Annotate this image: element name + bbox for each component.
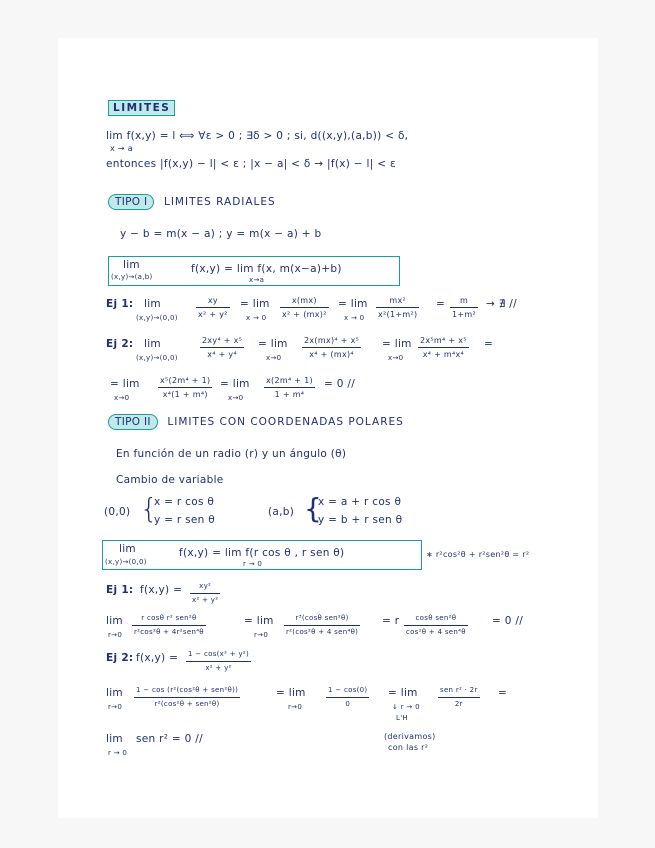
ej4-row-2: lim r → 0 sen r² = 0 // (derivamos) con las r² xyxy=(106,732,436,757)
definition-line-1: lim f(x,y) = l ⟺ ∀ε > 0 ; ∃δ > 0 ; si, d((x,y),(a,b)) < δ, xyxy=(106,130,409,142)
page-title: LIMITES xyxy=(108,102,175,115)
identity-note: ∗ r²cos²θ + r²sen²θ = r² xyxy=(426,550,530,559)
tipo1-line: y − b = m(x − a) ; y = m(x − a) + b xyxy=(120,228,322,240)
polar-change-origin: (0,0) { x = r cos θ y = r sen θ xyxy=(104,492,215,526)
tipo2-heading: LIMITES CON COORDENADAS POLARES xyxy=(167,416,404,428)
definition-line-2: entonces |f(x,y) − l| < ε ; |x − a| < δ → |f(x) − l| < ε xyxy=(106,158,396,170)
tipo2-header xyxy=(108,416,404,429)
tipo1-label: TIPO I xyxy=(108,194,154,210)
definition-sub: x → a xyxy=(110,144,133,153)
polar-change-point: (a,b) { x = a + r cos θ y = b + r sen θ xyxy=(268,492,403,526)
tipo2-boxed-formula: lim (x,y)→(0,0) f(x,y) = lim f(r cos θ , r sen θ) r → 0 xyxy=(102,540,422,570)
tipo1-heading: LIMITES RADIALES xyxy=(163,196,276,208)
tipo2-line: En función de un radio (r) y un ángulo (θ) xyxy=(116,448,347,460)
tipo1-header xyxy=(108,196,276,209)
tipo1-boxed-formula: lim (x,y)→(a,b) f(x,y) = lim f(x, m(x−a)+b) x→a xyxy=(108,256,400,286)
tipo2-label: TIPO II xyxy=(108,414,158,430)
notebook-page: LIMITES lim f(x,y) = l ⟺ ∀ε > 0 ; ∃δ > 0 ; si, d((x,y),(a,b)) < δ, x → a entonces |f(x,y) − l| < ε ; |x − a| < δ → |f(x) − l| < ε TIPO I LIMITES RADIALES y − b = m(x − a) ; y = m(x − a) + b lim (x,y)→(a,b) f(x,y) = lim f(x, m(x−a)+b) x→a Ej 1: lim (x,y)→(0,0) $\frac{xy}{\text{x² + y²}}$ = lim x → 0 $\frac{x(mx)}{\text{x² + (mx)²}}$ = lim x → 0 $\frac{\text{mx²}}{\text{x²(1+m²)}}$ = $\frac{m}{\text{1+m²}}$ → ∄ // Ej 2: lim (x,y)→(0,0) $\frac{\text{2xy⁴ + x⁵}}{\text{x⁴ + y⁴}}$ = lim x→0 $\frac{\text{2x(mx)⁴ + x⁵}}{\text{x⁴ + (mx)⁴}}$ = lim x→0 $\frac{\text{2x⁵m⁴ + x⁵}}{\text{x⁴ + m⁴x⁴}}$ = = lim x→0 $\frac{\text{x⁵(2m⁴ + 1)}}{\text{x⁴(1 + m⁴)}}$ = lim x→0 $\frac{\text{x(2m⁴ + 1)}}{\text{1 + m⁴}}$ = 0 // TIPO II LIMITES CON COORDENADAS POLARES En función de un radio (r) y un ángulo (θ) Cambio de variable (0,0) { x = r cos θ y = r sen θ (a,b) { x = a + r cos θ y = b + r sen θ lim (x,y)→(0,0) f(x,y) = lim f(r cos θ , r sen θ) r → 0 ∗ r²cos²θ + r²sen²θ = r² Ej 1: f(x,y) = $\frac{\text{xy²}}{\text{x² + y²}}$ lim r→0 r cosθ r² sen²θ r²cos²θ + 4r²sen⁴θ = lim r→0 r³(cosθ sen²θ) r²(cos²θ + 4 sen⁴θ) = r cosθ sen²θ cos²θ + 4 sen⁴θ = 0 // Ej 2: f(x,y) = $\frac{\text{1 − cos(x² + y²)}}{\text{x² + y²}}$ lim r→0 1 − cos (r²(cos²θ + sen²θ)) r²(cos²θ + sen²θ) = lim r→0 $\frac{1 - \cos(0)}{0}$ = lim ↓ r → 0 L'H sen r² · 2r 2r = lim r → 0 sen r² = 0 // (derivamos) con las r² xyxy=(58,38,598,818)
cambio-variable: Cambio de variable xyxy=(116,474,224,486)
